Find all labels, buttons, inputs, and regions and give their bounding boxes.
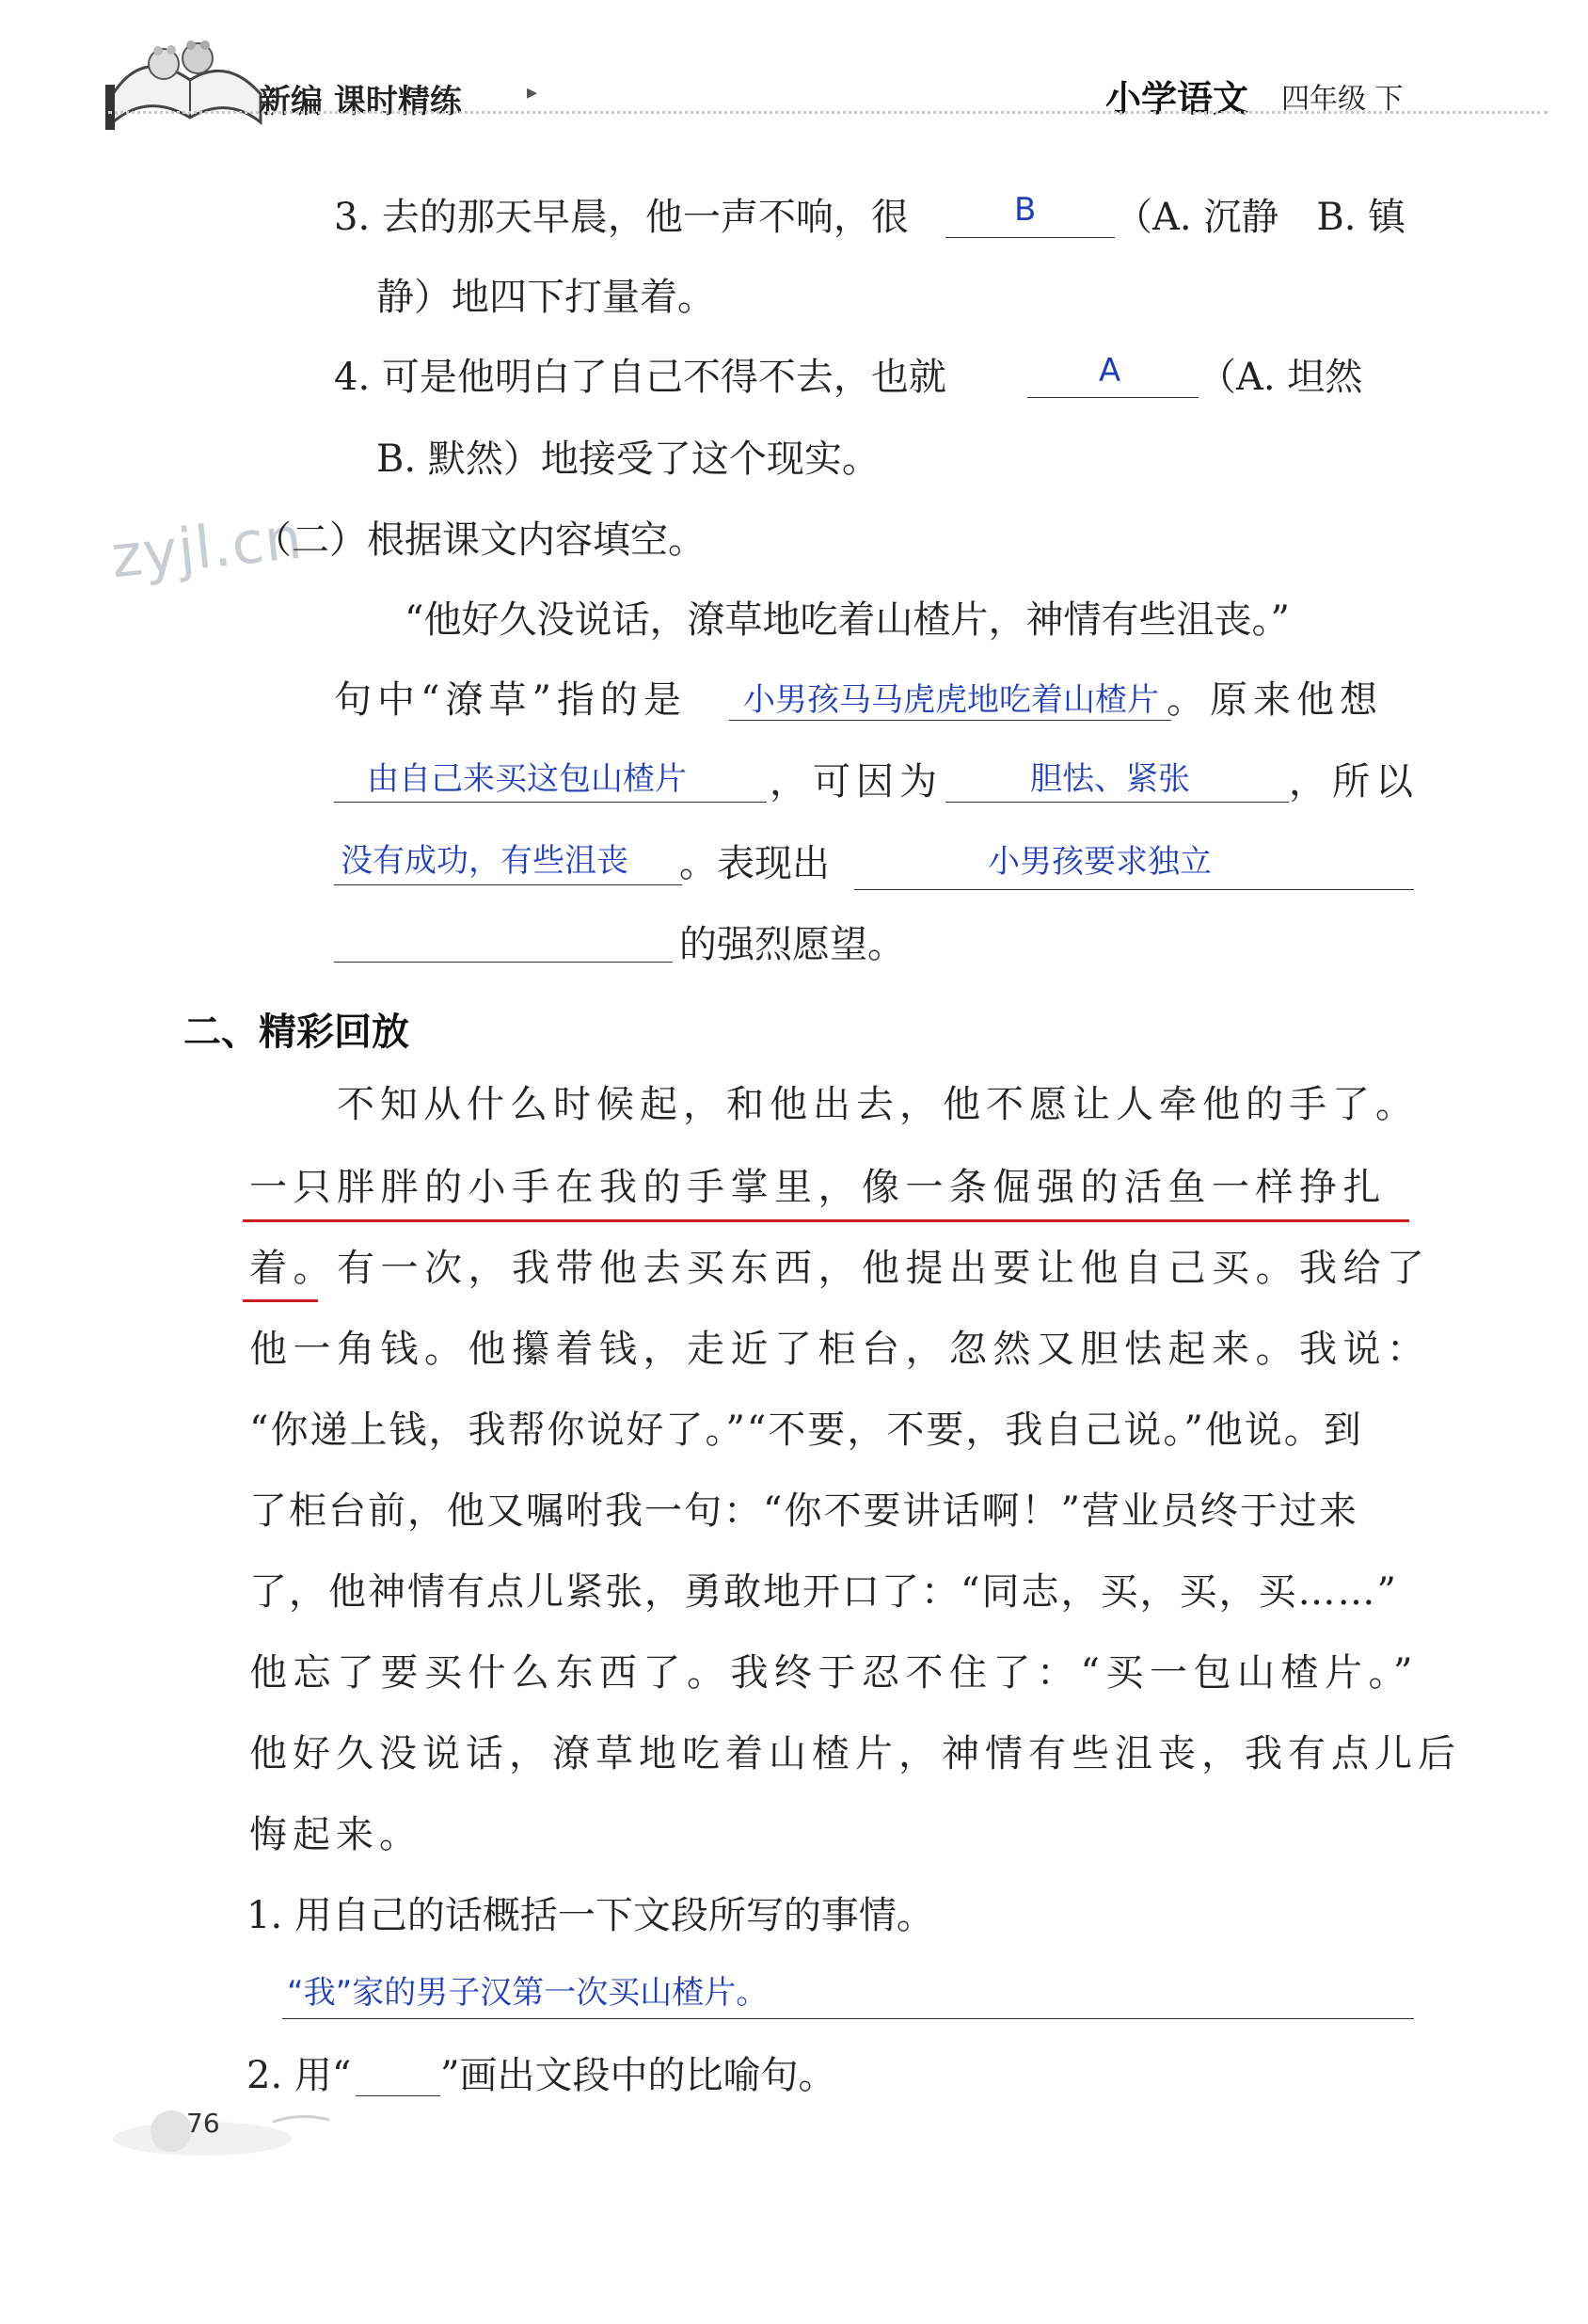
part2-answer-line: [282, 2018, 1414, 2019]
passage-line: 他忘了要买什么东西了。我终于忍不住了：“买一包山楂片。”: [249, 1651, 1419, 1695]
section2-answer-4: 没有成功，有些沮丧: [341, 842, 628, 880]
passage-line: 一只胖胖的小手在我的手掌里，像一条倔强的活鱼一样挣扎: [249, 1166, 1387, 1209]
passage-line: “你递上钱，我帮你说好了。”“不要，不要，我自己说。”他说。到: [249, 1409, 1363, 1452]
part2-question-2-underline-sample: [356, 2095, 440, 2096]
q4-text-b: （A. 坦然: [1199, 356, 1363, 399]
passage-line: 着。有一次，我带他去买东西，他提出要让他自己买。我给了: [249, 1247, 1431, 1290]
section2-line1-b: 。原来他想: [1167, 678, 1383, 722]
q3-text-b: （A. 沉静 B. 镇: [1115, 196, 1406, 239]
section2-quote: “他好久没说话，潦草地吃着山楂片，神情有些沮丧。”: [405, 598, 1290, 642]
q3-blank: [945, 237, 1115, 238]
passage-line: 了，他神情有点儿紧张，勇敢地开口了：“同志，买，买，买……”: [249, 1570, 1398, 1614]
section2-blank-3: [945, 802, 1289, 803]
part2-question-1: 1. 用自己的话概括一下文段所写的事情。: [246, 1894, 934, 1937]
simile-underline: [243, 1219, 1409, 1222]
section2-blank-1: [729, 720, 1171, 721]
simile-underline-end: [243, 1299, 318, 1302]
grade-label: 四年级 下: [1281, 83, 1404, 116]
passage-line: 他一角钱。他攥着钱，走近了柜台，忽然又胆怯起来。我说：: [249, 1328, 1431, 1371]
arrow-right-icon: ▸: [527, 81, 538, 104]
book-logo-icon: [105, 28, 265, 132]
part2-answer-1: “我”家的男子汉第一次买山楂片。: [287, 1974, 769, 2012]
page-corner-decoration: [103, 2093, 339, 2178]
q3-text-a: 3. 去的那天早晨，他一声不响，很: [334, 196, 909, 239]
q3-answer: B: [1014, 191, 1037, 229]
section2-blank-2: [334, 802, 767, 803]
header-divider: [108, 111, 1548, 114]
q3-text-c: 静）地四下打量着。: [376, 276, 715, 319]
q4-text-c: B. 默然）地接受了这个现实。: [376, 438, 880, 481]
section2-line1-a: 句中“潦草”指的是: [334, 678, 687, 722]
q4-text-a: 4. 可是他明白了自己不得不去，也就: [334, 356, 946, 399]
section2-line4-b: 的强烈愿望。: [679, 923, 905, 966]
q4-blank: [1027, 397, 1199, 398]
section2-blank-4: [334, 884, 682, 885]
section2-answer-5: 小男孩要求独立: [988, 843, 1212, 881]
section2-blank-5: [854, 889, 1414, 890]
q4-answer: A: [1099, 352, 1121, 390]
watermark: zyjl.cn: [107, 502, 307, 592]
part2-question-2-b: ”画出文段中的比喻句。: [440, 2054, 836, 2097]
section2-heading: （二）根据课文内容填空。: [254, 518, 706, 562]
section2-answer-2: 由自己来买这包山楂片: [367, 760, 687, 798]
passage-line: 悔起来。: [249, 1813, 422, 1856]
part2-heading: 二、精彩回放: [183, 1011, 409, 1054]
page-number: 76: [186, 2108, 220, 2139]
subject-label: 小学语文: [1105, 78, 1249, 119]
section2-line2-a: ，可因为: [770, 760, 943, 804]
section2-line3-a: 。表现出: [679, 842, 830, 885]
passage-line: 他好久没说话，潦草地吃着山楂片，神情有些沮丧，我有点儿后: [249, 1732, 1461, 1775]
section2-line2-b: ，所以: [1289, 760, 1419, 804]
passage-line: 了柜台前，他又嘱咐我一句：“你不要讲话啊！”营业员终于过来: [249, 1489, 1358, 1533]
section2-answer-3: 胆怯、紧张: [1030, 760, 1190, 798]
section2-answer-1: 小男孩马马虎虎地吃着山楂片: [743, 681, 1159, 719]
passage-line: 不知从什么时候起，和他出去，他不愿让人牵他的手了。: [337, 1083, 1419, 1126]
series-title: 新编 课时精练: [259, 83, 462, 120]
part2-question-2-a: 2. 用“: [246, 2054, 352, 2097]
section2-blank-6: [334, 962, 673, 963]
